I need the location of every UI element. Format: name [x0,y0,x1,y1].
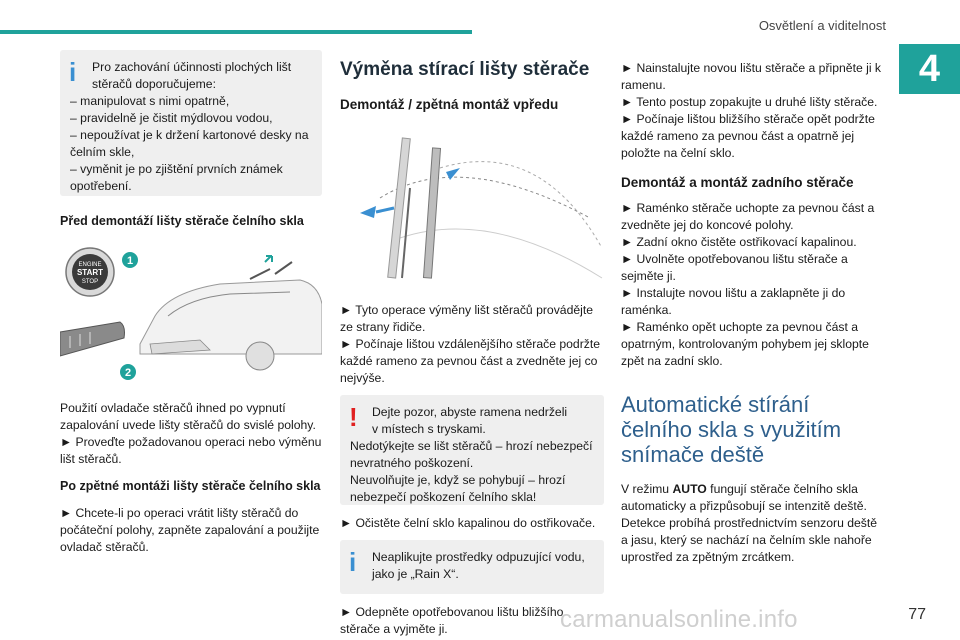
column-right [621,50,883,566]
info-box-care: i Pro zachování účinnosti plochých lišt stěračů doporučujeme: – manipulovat s nimi opatrně, – pravidelně je čistit mýdlovou vodou, – nepoužívat je k držení kartonové desky na čelním skle, – vyměnit je po zjištění prvních známek opotřebení. [60,50,322,196]
info-icon: i [349,547,357,577]
bullet-perform-operation: ► Proveďte požadovanou operaci nebo výměnu lišt stěračů. [60,435,322,466]
bullet-return-position: ► Chcete-li po operaci vrátit lišty stěračů do počáteční polohy, zapněte zapalování a použijte ovladač stěračů. [60,506,320,554]
page-number: 77 [908,606,926,623]
bullet-driver-side: ► Tyto operace výměny lišt stěračů provádějte ze strany řidiče. [340,303,593,334]
bullet-remove-blade: ► Odepněte opotřebovanou lištu bližšího stěrače a vyjměte ji. [340,605,564,636]
figure-ignition-wiper [60,244,322,384]
bullet-repeat: ► Tento postup zopakujte u druhé lišty stěrače. [621,95,878,109]
para-auto-mode: V režimu AUTO fungují stěrače čelního skla automaticky a přizpůsobují se intenzitě deště. Detekce probíhá prostřednictvím senzoru deště a jasu, který se nachází na čelním skle nahoře uprostřed za zpětným zrcátkem. [621,482,878,564]
auto-mode-label: AUTO [672,482,707,496]
bullet-rear-clean: ► Zadní okno čistěte ostřikovací kapalinou. [621,235,857,249]
start-button-label-1: ENGINE [78,262,102,268]
warning-icon: ! [349,402,358,432]
bullet-rear-lower: ► Raménko opět uchopte za pevnou část a opatrným, kontrolovaným pohybem jej sklopte zpět na zadní sklo. [621,320,869,368]
heading-after-refit: Po zpětné montáži lišty stěrače čelního skla [60,479,321,493]
para-ignition: Použití ovladače stěračů ihned po vypnutí zapalování uvede lišty stěračů do svislé polohy. [60,401,316,432]
badge-1: 1 [126,255,134,267]
section-title: Osvětlení a viditelnost [758,18,886,33]
bullet-lift-arms: ► Počínaje lištou vzdálenějšího stěrače podržte každé rameno za pevnou část a zvedněte jej co nejvýše. [340,337,601,385]
title-auto-wipe: Automatické stírání čelního skla s využitím snímače deště [621,392,842,467]
info-box-rainx: i Neaplikujte prostředky odpuzující vodu, jako je „Rain X“. [340,540,604,594]
warning-box: ! Dejte pozor, abyste ramena nedrželi v místech s tryskami. Nedotýkejte se lišt stěračů – hrozí nebezpečí nevratného poškození. Neuvolňujte je, když se pohybují – hrozí nebezpečí poškození čelního skla! [340,395,604,505]
badge-2: 2 [124,367,132,379]
title-blade-replacement: Výměna stírací lišty stěrače [340,59,590,80]
start-button-label-2: START [76,268,104,277]
watermark: carmanualsonline.info [560,606,798,633]
heading-rear-wiper: Demontáž a montáž zadního stěrače [621,175,854,190]
chapter-tab: 4 [899,44,960,94]
bullet-lower-arms: ► Počínaje lištou bližšího stěrače opět podržte každé rameno za pevnou část a opatrně jej položte na čelní sklo. [621,112,875,160]
figure-front-wiper [340,128,604,288]
bullet-rear-release: ► Uvolněte opotřebovanou lištu stěrače a sejměte ji. [621,252,848,283]
column-middle [340,50,604,638]
bullet-clean-windscreen: ► Očistěte čelní sklo kapalinou do ostřikovače. [340,516,596,530]
info-icon: i [69,57,77,87]
illustration-ignition-car [60,244,322,384]
illustration-front-wiper [340,128,604,288]
bullet-install-blade: ► Nainstalujte novou lištu stěrače a připněte ji k ramenu. [621,61,882,92]
column-left [60,50,322,556]
start-button-label-3: STOP [81,279,99,285]
heading-before-removal: Před demontáží lišty stěrače čelního skla [60,214,304,228]
subtitle-front: Demontáž / zpětná montáž vpředu [340,97,559,112]
bullet-rear-install: ► Instalujte novou lištu a zaklapněte ji do raménka. [621,286,846,317]
bullet-rear-lift: ► Raménko stěrače uchopte za pevnou část a zvedněte jej do koncové polohy. [621,201,875,232]
